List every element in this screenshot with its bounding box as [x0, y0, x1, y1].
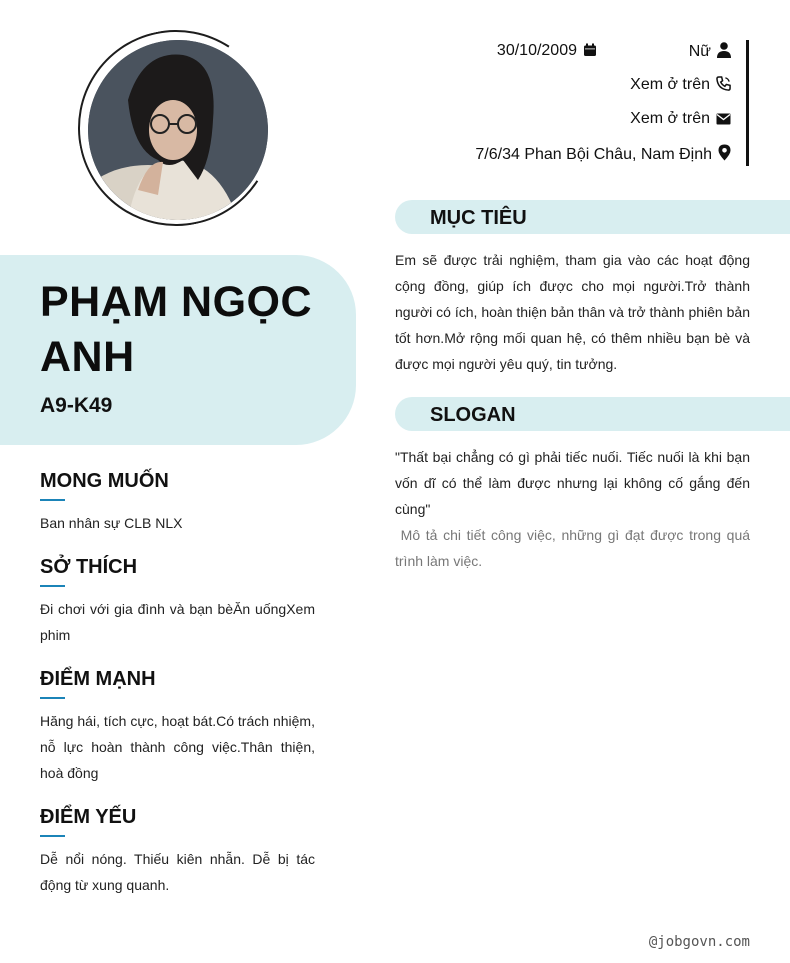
envelope-icon	[716, 113, 731, 125]
section-title-strengths: ĐIỂM MẠNH	[40, 668, 156, 690]
email-row	[630, 110, 731, 128]
section-underline	[40, 697, 65, 699]
full-name: PHẠM NGỌC ANH	[40, 278, 313, 381]
phone-icon	[716, 76, 731, 91]
gender-row	[689, 42, 731, 61]
section-title-weaknesses: ĐIỂM YẾU	[40, 806, 137, 828]
section-text-weaknesses: Dễ nổi nóng. Thiếu kiên nhẫn. Dễ bị tác động từ xung quanh.	[40, 851, 315, 893]
calendar-icon	[583, 43, 597, 57]
section-underline	[40, 835, 65, 837]
slogan-text: "Thất bại chẳng có gì phải tiếc nuối. Tiếc nuối là khi bạn vốn dĩ có thể làm được nhưng lại không cố gắng đến cùng"	[395, 449, 750, 517]
location-pin-icon	[718, 144, 731, 161]
objective-title: MỤC TIÊU	[430, 207, 527, 229]
section-title-hobbies: SỞ THÍCH	[40, 556, 138, 578]
section-underline	[40, 499, 65, 501]
class-label: A9-K49	[40, 394, 113, 417]
slogan-title: SLOGAN	[430, 404, 516, 426]
section-text-hobbies: Đi chơi với gia đình và bạn bèĂn uốngXem phim	[40, 601, 315, 643]
section-text-wishes: Ban nhân sự CLB NLX	[40, 515, 183, 531]
user-icon	[717, 42, 731, 58]
phone-value: Xem ở trên	[630, 76, 710, 93]
section-text-strengths: Hăng hái, tích cực, hoạt bát.Có trách nhiệm, nỗ lực hoàn thành công việc.Thân thiện, hoà đồng	[40, 713, 315, 781]
birthdate-row	[497, 42, 597, 60]
section-underline	[40, 585, 65, 587]
contact-divider	[746, 40, 749, 166]
gender-value: Nữ	[688, 43, 711, 60]
portrait-illustration	[88, 40, 268, 220]
address-row	[475, 144, 731, 164]
slogan-description: Mô tả chi tiết công việc, những gì đạt được trong quá trình làm việc.	[395, 527, 754, 569]
footer-watermark: @jobgovn.com	[648, 934, 750, 950]
email-value: Xem ở trên	[630, 110, 710, 127]
section-title-wishes: MONG MUỐN	[40, 470, 169, 492]
profile-photo	[88, 40, 268, 220]
objective-text: Em sẽ được trải nghiệm, tham gia vào các hoạt động cộng đồng, giúp ích được cho mọi người.Trở thành người có ích, hoàn thiện bản thân và trở thành phiên bản tốt hơn.Mở rộng mối quan hệ, có thêm nhiều bạn bè và được mọi người yêu quý, tin tưởng.	[395, 252, 750, 372]
address-value: 7/6/34 Phan Bội Châu, Nam Định	[475, 146, 712, 163]
birthdate-value: 30/10/2009	[496, 42, 577, 59]
phone-row	[630, 76, 731, 94]
